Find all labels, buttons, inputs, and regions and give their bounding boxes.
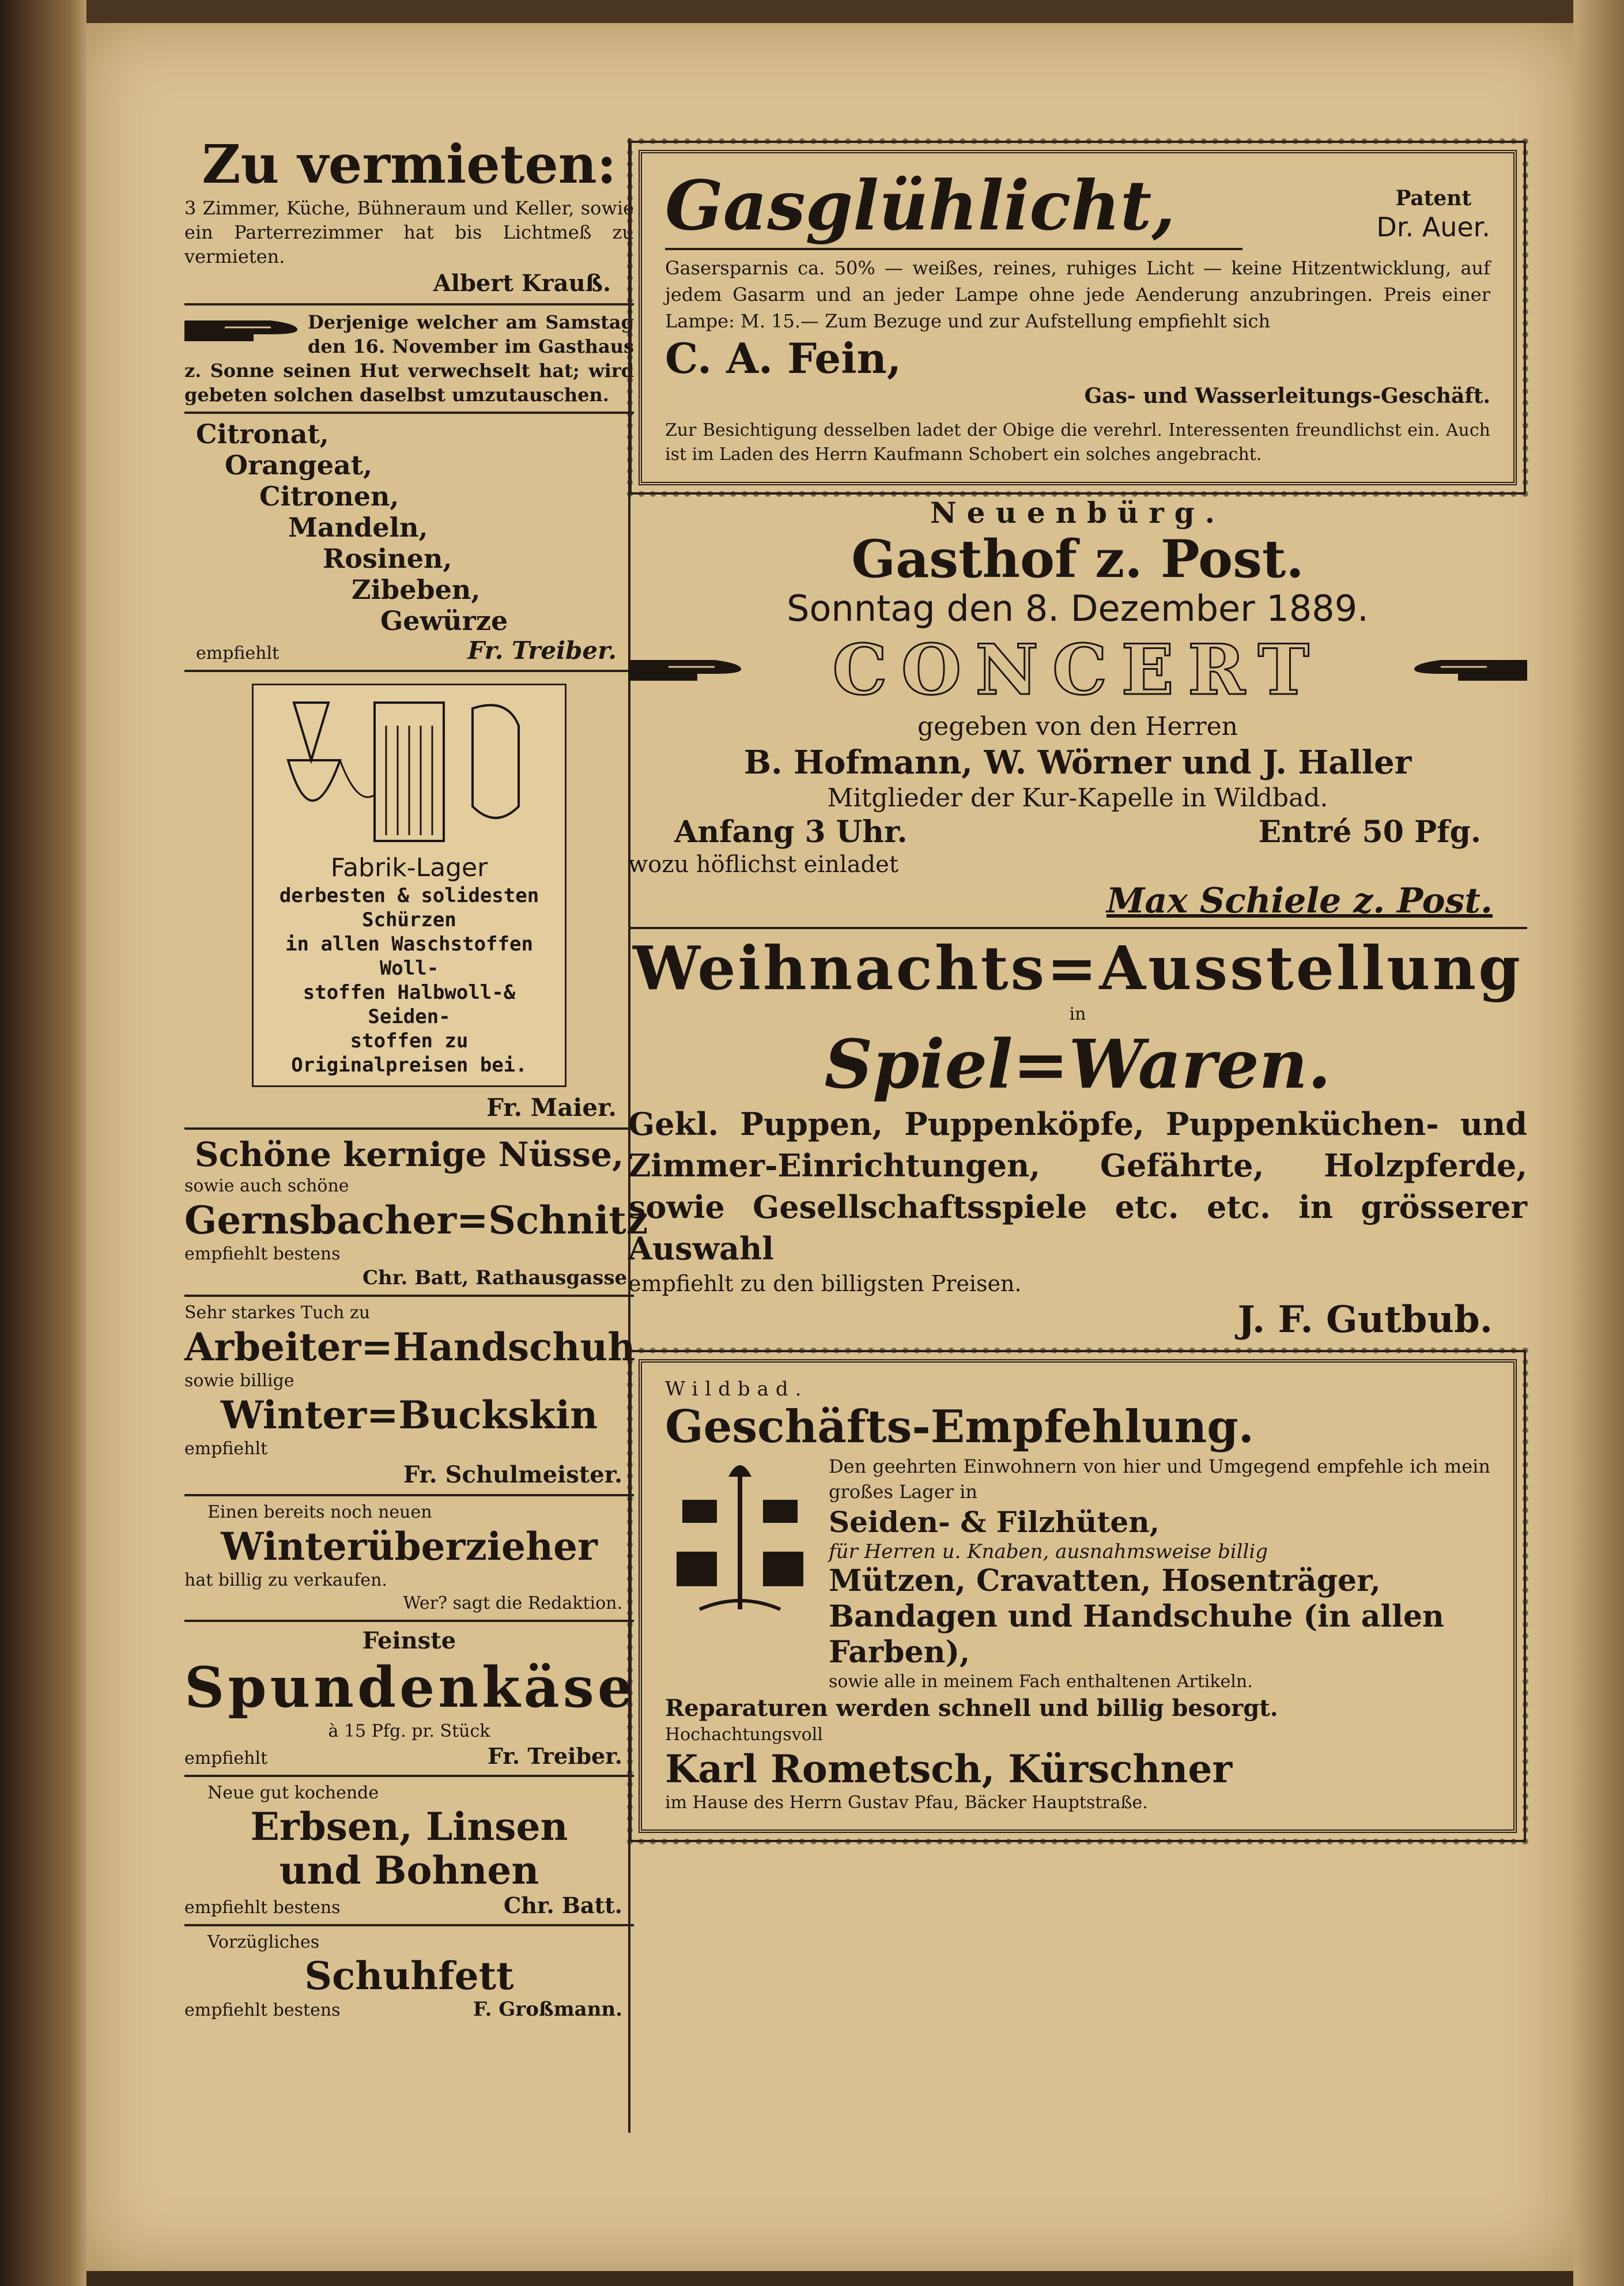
ad-headline-2: Winter=Buckskin — [220, 1393, 598, 1438]
ad-signature: J. F. Gutbub. — [1237, 1298, 1493, 1341]
ad-citronat — [184, 418, 634, 665]
concert-venue: Gasthof z. Post. — [851, 529, 1304, 590]
pointing-hand-icon — [184, 312, 300, 349]
ad-prefix: empfiehlt — [184, 1439, 268, 1459]
ad-fuer: für Herren u. Knaben, ausnahmsweise billig — [829, 1540, 1268, 1563]
page-top-edge — [86, 0, 1624, 23]
pointing-hand-icon — [628, 652, 743, 689]
ad-prefix: empfiehlt bestens — [184, 1898, 341, 1918]
ad-items-suffix: sowie alle in meinem Fach enthaltenen Artikeln. — [829, 1672, 1253, 1692]
ad-body: Gekl. Puppen, Puppenköpfe, Puppenküchen- und Zimmer-Einrichtungen, Gefährte, Holzpferde, sowie Gesellschaftsspiele etc. etc. in grösserer Auswahl — [628, 1106, 1527, 1267]
ad-in: in — [1069, 1004, 1086, 1024]
concert-title: CONCERT — [832, 629, 1323, 711]
apron-illustration — [277, 691, 542, 852]
ad-signature: Fr. Treiber. — [467, 636, 617, 665]
separator — [665, 248, 1242, 250]
ad-headline-2: Gernsbacher=Schnitz — [184, 1198, 648, 1243]
ad-hut — [184, 310, 634, 407]
ad-headline: Gasglühlicht, — [665, 165, 1176, 246]
separator — [184, 1620, 634, 1622]
ad-town: Wildbad. — [665, 1378, 809, 1401]
ad-intro: Den geehrten Einwohnern von hier und Umgegend empfehle ich mein großes Lager in — [829, 1455, 1490, 1503]
item-citronat: Citronat, — [196, 418, 329, 450]
ad-headline: Arbeiter=Handschuh — [184, 1325, 636, 1370]
ad-prefix: empfiehlt bestens — [184, 1244, 341, 1264]
item-mandeln: Mandeln, — [288, 512, 428, 543]
ad-body: 3 Zimmer, Küche, Bühneraum und Keller, sowie ein Parterrezimmer hat bis Lichtmeß zu vermieten. — [184, 197, 634, 267]
concert-invite: wozu höflichst einladet — [628, 851, 898, 878]
apron-line-4: stoffen zu Originalpreisen bei. — [291, 1029, 527, 1077]
concert-entry: Entré 50 Pfg. — [1258, 814, 1481, 850]
ad-headline: Winterüberzieher — [221, 1524, 598, 1569]
apron-title: Fabrik-Lager — [330, 853, 488, 882]
concert-performers: B. Hofmann, W. Wörner und J. Haller — [743, 744, 1412, 782]
item-rosinen: Rosinen, — [323, 543, 452, 574]
item-gewuerze: Gewürze — [380, 605, 508, 636]
separator — [184, 670, 634, 672]
apron-line-2: in allen Waschstoffen Woll- — [285, 933, 533, 980]
concert-line: gegeben von den Herren — [917, 712, 1238, 741]
ad-weihnachts-ausstellung — [628, 934, 1527, 1342]
ad-zu-vermieten — [184, 133, 634, 299]
ad-signature: Fr. Maier. — [486, 1093, 617, 1122]
left-column — [184, 133, 648, 2022]
item-citronen: Citronen, — [259, 481, 399, 512]
separator — [184, 1295, 634, 1297]
ad-body: Gasersparnis ca. 50% — weißes, reines, ruhiges Licht — keine Hitzentwicklung, auf jedem Gasarm und an jeder Lampe ohne jede Aenderung anzubringen. Preis einer Lampe: M. 15.— Zum Bezuge und zur Aufstellung empfiehlt sich — [665, 257, 1490, 332]
ad-line: Sehr starkes Tuch zu — [184, 1303, 371, 1323]
ad-prefix: empfiehlt — [196, 643, 280, 663]
ad-body: Derjenige welcher am Samstag den 16. November im Gasthaus z. Sonne seinen Hut verwechselt hat; wird gebeten solchen daselbst umzutauschen. — [184, 311, 634, 406]
apron-illustration-box — [252, 684, 566, 1087]
ad-line: Einen bereits noch neuen — [207, 1502, 432, 1522]
ad-address: im Hause des Herrn Gustav Pfau, Bäcker Hauptstraße. — [665, 1793, 1148, 1813]
item-zibeben: Zibeben, — [352, 574, 481, 605]
patent-label: Patent — [1395, 186, 1472, 210]
ad-spundenkaese — [184, 1627, 634, 1770]
ad-line-2: sowie billige — [184, 1371, 294, 1391]
ad-footer: Zur Besichtigung desselben ladet der Obige die verehrl. Interessenten freundlichst ein. Auch ist im Laden des Herrn Kaufmann Schobert ein solches angebracht. — [665, 420, 1490, 465]
ad-headline-2: Spiel=Waren. — [824, 1025, 1331, 1104]
separator — [184, 1127, 634, 1130]
ad-headline: Schöne kernige Nüsse, — [194, 1135, 624, 1174]
page-right-edge — [1573, 0, 1624, 2286]
book-binding — [0, 0, 86, 2286]
ad-handschuh — [184, 1302, 634, 1489]
ad-schuhfett — [184, 1931, 634, 2022]
ad-line-2: hat billig zu verkaufen. — [184, 1570, 387, 1590]
ad-prefix: empfiehlt bestens — [184, 2000, 341, 2020]
ad-signature: Chr. Batt, Rathausgasse. — [362, 1266, 634, 1289]
item-orangeat: Orangeat, — [225, 450, 373, 481]
separator — [184, 1924, 634, 1926]
ad-regards: Hochachtungsvoll — [665, 1725, 823, 1745]
ad-headline: Weihnachts=Ausstellung — [633, 933, 1523, 1004]
concert-signature: Max Schiele z. Post. — [1106, 881, 1493, 921]
pointing-hand-icon — [1412, 652, 1527, 689]
ad-winterueberzieher — [184, 1501, 634, 1615]
ad-items: Mützen, Cravatten, Hosenträger, Bandagen und Handschuhe (in allen Farben), — [829, 1563, 1444, 1670]
ad-seiden: Seiden- & Filzhüten, — [829, 1505, 1160, 1539]
ad-nuesse — [184, 1134, 648, 1290]
ad-headline: Schuhfett — [304, 1953, 514, 1998]
ad-prefix: empfiehlt — [184, 1748, 268, 1768]
ad-line: sowie auch schöne — [184, 1176, 349, 1196]
ad-suffix: empfiehlt zu den billigsten Preisen. — [628, 1271, 1022, 1296]
concert-town: Neuenbürg. — [930, 496, 1226, 530]
concert-start: Anfang 3 Uhr. — [674, 814, 908, 850]
separator — [628, 927, 1527, 929]
separator — [184, 1494, 634, 1496]
ad-erbsen — [184, 1782, 634, 1919]
apron-line-3: stoffen Halbwoll-& Seiden- — [303, 981, 516, 1028]
ad-headline: Erbsen, Linsen — [250, 1804, 568, 1849]
patent-name: Dr. Auer. — [1376, 212, 1490, 243]
ad-line: Vorzügliches — [207, 1932, 320, 1952]
concert-date: Sonntag den 8. Dezember 1889. — [787, 587, 1369, 629]
ad-signature: Karl Rometsch, Kürschner — [665, 1746, 1233, 1791]
ad-schuerzen — [184, 684, 634, 1123]
ad-headline: Spundenkäse — [184, 1655, 636, 1720]
ad-signature: F. Großmann. — [473, 1998, 622, 2021]
ad-signature: Chr. Batt. — [504, 1892, 622, 1918]
ad-signature: Fr. Treiber. — [488, 1743, 622, 1769]
ad-line: Neue gut kochende — [207, 1783, 379, 1803]
hat-stand-icon — [665, 1454, 815, 1627]
separator — [184, 1775, 634, 1777]
ad-signature: Albert Krauß. — [433, 270, 611, 297]
ad-repair: Reparaturen werden schnell und billig besorgt. — [665, 1695, 1278, 1722]
firm-subtitle: Gas- und Wasserleitungs-Geschäft. — [1084, 384, 1490, 408]
ad-gasgluehlicht — [639, 150, 1517, 485]
ad-price: à 15 Pfg. pr. Stück — [328, 1721, 490, 1741]
concert-members: Mitglieder der Kur-Kapelle in Wildbad. — [827, 783, 1328, 813]
ad-headline-2: und Bohnen — [279, 1848, 539, 1893]
separator — [184, 412, 634, 414]
ad-line-3: Wer? sagt die Redaktion. — [403, 1593, 622, 1613]
ad-signature: Fr. Schulmeister. — [403, 1461, 622, 1488]
firm-name: C. A. Fein, — [665, 334, 901, 383]
ad-line: Feinste — [362, 1627, 456, 1654]
ad-concert — [628, 496, 1527, 922]
ad-headline: Zu vermieten: — [202, 133, 617, 195]
apron-line-1: derbesten & solidesten Schürzen — [279, 884, 539, 931]
separator — [184, 303, 634, 305]
ad-headline: Geschäfts-Empfehlung. — [665, 1401, 1254, 1453]
right-column — [628, 133, 1527, 1843]
ad-geschaefts-empfehlung — [639, 1359, 1517, 1833]
